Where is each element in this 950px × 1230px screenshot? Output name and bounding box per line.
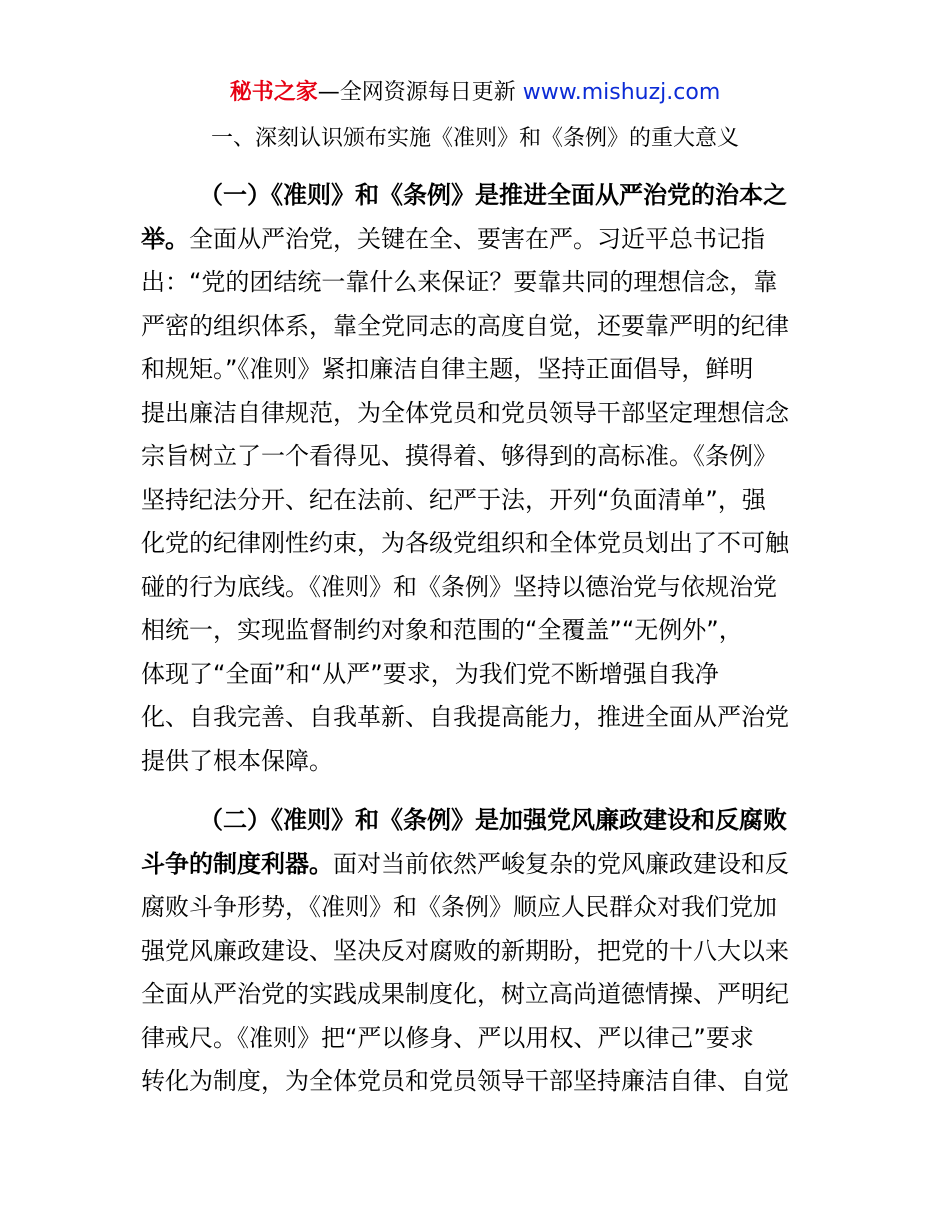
header-tagline: —全网资源每日更新 [317,80,523,105]
paragraph-1-line: 宗旨树立了一个看得见、摸得着、够得到的高标准。《条例》 [141,442,777,470]
section-title: 一、深刻认识颁布实施《准则》和《条例》的重大意义 [210,126,739,151]
paragraph-2 [141,799,811,1104]
brand-name: 秘书之家 [229,80,318,105]
paragraph-1-line: 体现了“全面”和“从严”要求，为我们党不断增强自我净 [141,659,719,688]
paragraph-1-line: 坚持纪法分开、纪在法前、纪严于法，开列“负面清单”，强 [141,485,766,514]
paragraph-1-body-start: 全面从严治党，关键在全、要害在严。习近平总书记指 [189,224,765,253]
paragraph-2-line: 转化为制度，为全体党员和党员领导干部坚持廉洁自律、自觉 [141,1067,789,1095]
page-header [0,78,950,108]
paragraph-1-heading-end: 举。 [141,224,189,253]
paragraph-2-line: 律戒尺。《准则》把“严以修身、严以用权、严以律己”要求 [141,1023,754,1052]
paragraph-1-line [141,218,811,262]
paragraph-1 [141,174,811,783]
paragraph-1-line: 和规矩。”《准则》紧扣廉洁自律主题，坚持正面倡导，鲜明 [141,355,754,383]
paragraph-1-line: 提供了根本保障。 [141,746,333,775]
paragraph-1-heading-line: （一）《准则》和《条例》是推进全面从严治党的治本之 [199,181,787,209]
paragraph-2-line [141,843,811,887]
paragraph-1-line: 相统一，实现监督制约对象和范围的“全覆盖”“无例外”， [141,616,743,644]
site-url-link[interactable]: www.mishuzj.com [522,80,721,105]
paragraph-2-heading-line: （二）《准则》和《条例》是加强党风廉政建设和反腐败 [199,806,787,834]
paragraph-2-body-start: 面对当前依然严峻复杂的党风廉政建设和反 [333,849,789,878]
paragraph-2-line: 腐败斗争形势，《准则》和《条例》顺应人民群众对我们党加 [141,893,777,921]
paragraph-2-line: 全面从严治党的实践成果制度化，树立高尚道德情操、严明纪 [141,980,789,1008]
paragraph-2-line: 强党风廉政建设、坚决反对腐败的新期盼，把党的十八大以来 [141,936,789,965]
paragraph-2-heading-end: 斗争的制度利器。 [141,849,333,878]
paragraph-1-line: 出：“党的团结统一靠什么来保证？要靠共同的理想信念，靠 [141,268,778,296]
paragraph-1-line: 碰的行为底线。《准则》和《条例》坚持以德治党与依规治党 [141,572,777,601]
paragraph-1-line: 严密的组织体系，靠全党同志的高度自觉，还要靠严明的纪律 [141,311,789,340]
paragraph-1-line: 提出廉洁自律规范，为全体党员和党员领导干部坚定理想信念 [141,398,789,427]
paragraph-1-line: 化、自我完善、自我革新、自我提高能力，推进全面从严治党 [141,703,789,731]
paragraph-1-line: 化党的纪律刚性约束，为各级党组织和全体党员划出了不可触 [141,529,789,557]
